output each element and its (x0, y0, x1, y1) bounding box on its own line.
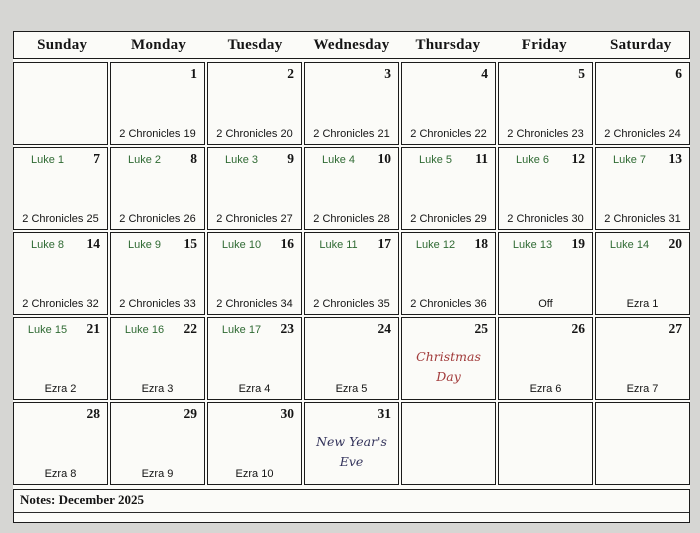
calendar-day-cell (498, 232, 593, 315)
weekday-label-wednesday: Wednesday (313, 36, 390, 53)
reading-bottom-label: 2 Chronicles 29 (410, 213, 487, 225)
day-number: 24 (377, 321, 391, 336)
day-number: 29 (183, 406, 197, 421)
calendar-day-cell (498, 147, 593, 230)
reading-top-label: Luke 9 (127, 239, 162, 251)
weekday-header-row (13, 31, 690, 59)
reading-top-label: Luke 17 (221, 324, 262, 336)
day-number: 15 (183, 236, 197, 251)
calendar-day-cell (207, 147, 302, 230)
calendar-day-cell (13, 62, 108, 145)
calendar-day-cell (207, 402, 302, 485)
day-number: 5 (578, 66, 585, 81)
calendar-day-cell (110, 402, 205, 485)
reading-bottom-label: 2 Chronicles 35 (313, 298, 390, 310)
reading-bottom-label: Ezra 9 (141, 468, 174, 480)
reading-bottom-label: Ezra 1 (626, 298, 659, 310)
day-number: 10 (377, 151, 391, 166)
day-number: 31 (377, 406, 391, 421)
reading-top-label: Luke 7 (612, 154, 647, 166)
reading-bottom-label: 2 Chronicles 26 (119, 213, 196, 225)
reading-top-label: Luke 13 (512, 239, 553, 251)
calendar-day-cell (304, 317, 399, 400)
holiday-label: New Year's Eve (316, 434, 387, 469)
day-number: 6 (675, 66, 682, 81)
weekday-label-saturday: Saturday (609, 36, 672, 53)
calendar-day-cell (401, 402, 496, 485)
reading-bottom-label: 2 Chronicles 19 (119, 128, 196, 140)
reading-bottom-label: 2 Chronicles 33 (119, 298, 196, 310)
day-number: 3 (384, 66, 391, 81)
day-number: 2 (287, 66, 294, 81)
weekday-label-tuesday: Tuesday (227, 36, 283, 53)
calendar-day-cell (401, 317, 496, 400)
reading-bottom-label: 2 Chronicles 24 (604, 128, 681, 140)
reading-bottom-label: 2 Chronicles 34 (216, 298, 293, 310)
day-number: 21 (86, 321, 100, 336)
reading-bottom-label: 2 Chronicles 25 (22, 213, 99, 225)
day-number: 12 (571, 151, 585, 166)
day-number: 26 (571, 321, 585, 336)
reading-top-label: Luke 4 (321, 154, 356, 166)
calendar-day-cell (110, 62, 205, 145)
reading-bottom-label: 2 Chronicles 36 (410, 298, 487, 310)
reading-bottom-label: 2 Chronicles 32 (22, 298, 99, 310)
reading-bottom-label: Ezra 2 (44, 383, 77, 395)
calendar-day-cell (595, 402, 690, 485)
reading-bottom-label: Ezra 6 (529, 383, 562, 395)
day-number: 30 (280, 406, 294, 421)
day-number: 8 (190, 151, 197, 166)
reading-bottom-label: 2 Chronicles 27 (216, 213, 293, 225)
calendar-day-cell (13, 402, 108, 485)
reading-bottom-label: Ezra 4 (238, 383, 271, 395)
monthly-calendar (13, 31, 690, 523)
reading-bottom-label: 2 Chronicles 23 (507, 128, 584, 140)
reading-bottom-label: Ezra 7 (626, 383, 659, 395)
day-number: 13 (668, 151, 682, 166)
calendar-day-cell (207, 232, 302, 315)
weekday-label-thursday: Thursday (415, 36, 481, 53)
calendar-day-cell (13, 147, 108, 230)
reading-bottom-label: 2 Chronicles 22 (410, 128, 487, 140)
day-number: 17 (377, 236, 391, 251)
reading-top-label: Luke 16 (124, 324, 165, 336)
calendar-day-cell (207, 317, 302, 400)
reading-top-label: Luke 3 (224, 154, 259, 166)
reading-top-label: Luke 10 (221, 239, 262, 251)
day-number: 7 (93, 151, 100, 166)
calendar-day-cell (110, 147, 205, 230)
day-number: 25 (474, 321, 488, 336)
calendar-day-cell (498, 62, 593, 145)
calendar-day-cell (498, 402, 593, 485)
day-number: 9 (287, 151, 294, 166)
reading-bottom-label: 2 Chronicles 21 (313, 128, 390, 140)
calendar-day-cell (401, 232, 496, 315)
calendar-day-cell (498, 317, 593, 400)
calendar-day-cell (304, 62, 399, 145)
day-number: 14 (86, 236, 100, 251)
notes-label: Notes: December 2025 (14, 490, 689, 513)
calendar-day-cell (595, 147, 690, 230)
reading-bottom-label: Ezra 10 (235, 468, 274, 480)
holiday-label: Christmas Day (416, 349, 481, 384)
reading-top-label: Luke 8 (30, 239, 65, 251)
calendar-day-cell (207, 62, 302, 145)
day-number: 23 (280, 321, 294, 336)
reading-bottom-label: 2 Chronicles 30 (507, 213, 584, 225)
reading-top-label: Luke 15 (27, 324, 68, 336)
calendar-day-cell (595, 232, 690, 315)
reading-bottom-label: Off (538, 298, 553, 310)
day-number: 4 (481, 66, 488, 81)
reading-bottom-label: 2 Chronicles 20 (216, 128, 293, 140)
reading-top-label: Luke 11 (319, 239, 358, 251)
weekday-label-sunday: Sunday (37, 36, 88, 53)
calendar-day-cell (595, 62, 690, 145)
reading-bottom-label: 2 Chronicles 31 (604, 213, 681, 225)
weekday-label-monday: Monday (131, 36, 187, 53)
reading-top-label: Luke 6 (515, 154, 550, 166)
calendar-day-cell (401, 147, 496, 230)
reading-bottom-label: 2 Chronicles 28 (313, 213, 390, 225)
day-number: 18 (474, 236, 488, 251)
reading-top-label: Luke 12 (415, 239, 456, 251)
day-number: 28 (86, 406, 100, 421)
calendar-day-cell (595, 317, 690, 400)
weekday-label-friday: Friday (521, 36, 567, 53)
calendar-day-cell (401, 62, 496, 145)
reading-top-label: Luke 1 (30, 154, 65, 166)
reading-top-label: Luke 2 (127, 154, 162, 166)
day-number: 20 (668, 236, 682, 251)
calendar-day-cell (304, 232, 399, 315)
day-number: 27 (668, 321, 682, 336)
reading-bottom-label: Ezra 8 (44, 468, 77, 480)
calendar-day-cell (13, 232, 108, 315)
calendar-day-cell (110, 317, 205, 400)
reading-bottom-label: Ezra 5 (335, 383, 368, 395)
calendar-day-cell (304, 402, 399, 485)
reading-bottom-label: Ezra 3 (141, 383, 174, 395)
day-number: 1 (190, 66, 197, 81)
calendar-day-cell (13, 317, 108, 400)
notes-box (13, 489, 690, 523)
reading-top-label: Luke 14 (609, 239, 650, 251)
day-number: 19 (571, 236, 585, 251)
calendar-day-cell (304, 147, 399, 230)
day-number: 22 (183, 321, 197, 336)
calendar-grid (13, 62, 690, 485)
calendar-day-cell (110, 232, 205, 315)
reading-top-label: Luke 5 (418, 154, 453, 166)
day-number: 11 (475, 151, 488, 166)
day-number: 16 (280, 236, 294, 251)
